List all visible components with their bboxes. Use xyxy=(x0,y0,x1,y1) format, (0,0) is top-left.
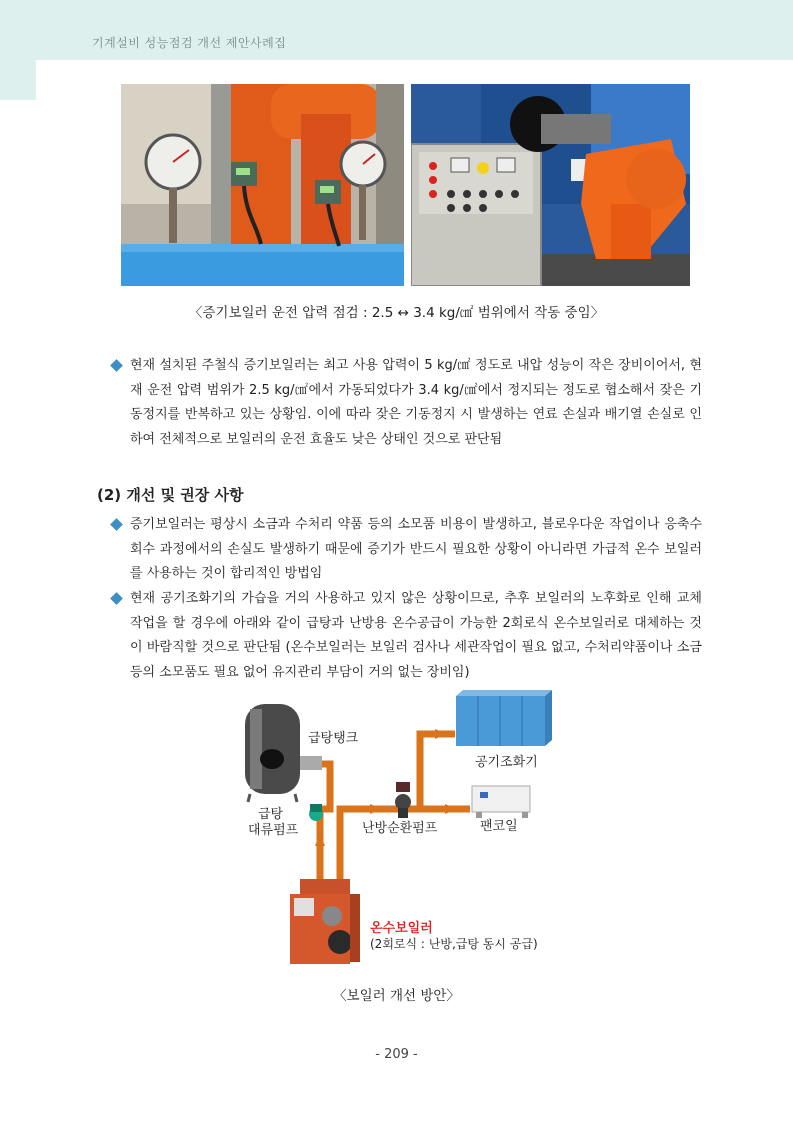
bullet-item xyxy=(112,354,702,452)
pressure-gauges-photo xyxy=(121,84,404,286)
heating-circulation-pump xyxy=(395,782,411,818)
diagram-caption: 〈보일러 개선 방안〉 xyxy=(333,988,460,1004)
header-band xyxy=(0,0,793,60)
pump-heat-label: 난방순환펌프 xyxy=(362,821,438,836)
bullet-item xyxy=(112,587,702,685)
section-title: (2) 개선 및 권장 사항 xyxy=(97,486,244,504)
header-tab xyxy=(0,60,36,100)
ahu-label: 공기조화기 xyxy=(475,755,538,770)
tank-label: 급탕탱크 xyxy=(308,731,359,746)
bullet-text: 현재 설치된 주철식 증기보일러는 최고 사용 압력이 5 kg/㎠ 정도로 내압 성능이 작은 장비이어서, 현재 운전 압력 범위가 2.5 kg/㎠에서 가동되었다가 3.4 kg/㎠에서 정지되는 정도로 협소해서 잦은 기동정지를 반복하고 있는 상황임. 이에 따라 잦은 기동정지 시 발생하는 연료 손실과 배기열 손실로 인하여 전체적으로 보일러의 운전 효율도 낮은 상태인 것으로 판단됨 xyxy=(130,358,702,447)
running-header: 기계설비 성능점검 개선 제안사례집 xyxy=(92,36,287,50)
pump-hot-label-line2: 대류펌프 xyxy=(248,823,299,838)
bullet-text: 현재 공기조화기의 가습을 거의 사용하고 있지 않은 상황이므로, 추후 보일러의 노후화로 인해 교체 작업을 할 경우에 아래와 같이 급탕과 난방용 온수공급이 가능한 2회로식 온수보일러로 대체하는 것이 바람직할 것으로 판단됨 (온수보일러는 보일러 검사나 세관작업이 필요 없고, 수처리약품이나 소금 등의 소모품도 필요 없어 유지관리 부담이 거의 없는 장비임) xyxy=(130,591,702,680)
fan-coil-unit xyxy=(472,786,530,818)
burner-control-panel-photo xyxy=(411,84,690,286)
fancoil-label: 팬코일 xyxy=(480,819,518,834)
bullet-diamond-icon xyxy=(110,518,123,531)
bullet-diamond-icon xyxy=(110,592,123,605)
hot-water-pump xyxy=(309,804,323,821)
hot-water-tank xyxy=(245,704,322,802)
bullet-diamond-icon xyxy=(110,359,123,372)
pump-hot-label-line1: 급탕 xyxy=(258,807,284,822)
page-number: - 209 - xyxy=(375,1047,418,1062)
hot-water-boiler xyxy=(290,879,360,964)
photo-caption: 〈증기보일러 운전 압력 점검 : 2.5 ↔ 3.4 kg/㎠ 범위에서 작동 중임〉 xyxy=(188,305,605,321)
boiler-sublabel: (2회로식 : 난방,급탕 동시 공급) xyxy=(370,937,538,951)
boiler-system-diagram xyxy=(230,684,570,978)
bullet-text: 증기보일러는 평상시 소금과 수처리 약품 등의 소모품 비용이 발생하고, 블로우다운 작업이나 응축수 회수 과정에서의 손실도 발생하기 때문에 증기가 반드시 필요한 상황이 아니라면 가급적 온수 보일러를 사용하는 것이 합리적인 방법임 xyxy=(130,517,702,581)
boiler-label: 온수보일러 xyxy=(370,921,433,936)
air-handling-unit xyxy=(456,690,552,746)
bullet-item xyxy=(112,513,702,587)
